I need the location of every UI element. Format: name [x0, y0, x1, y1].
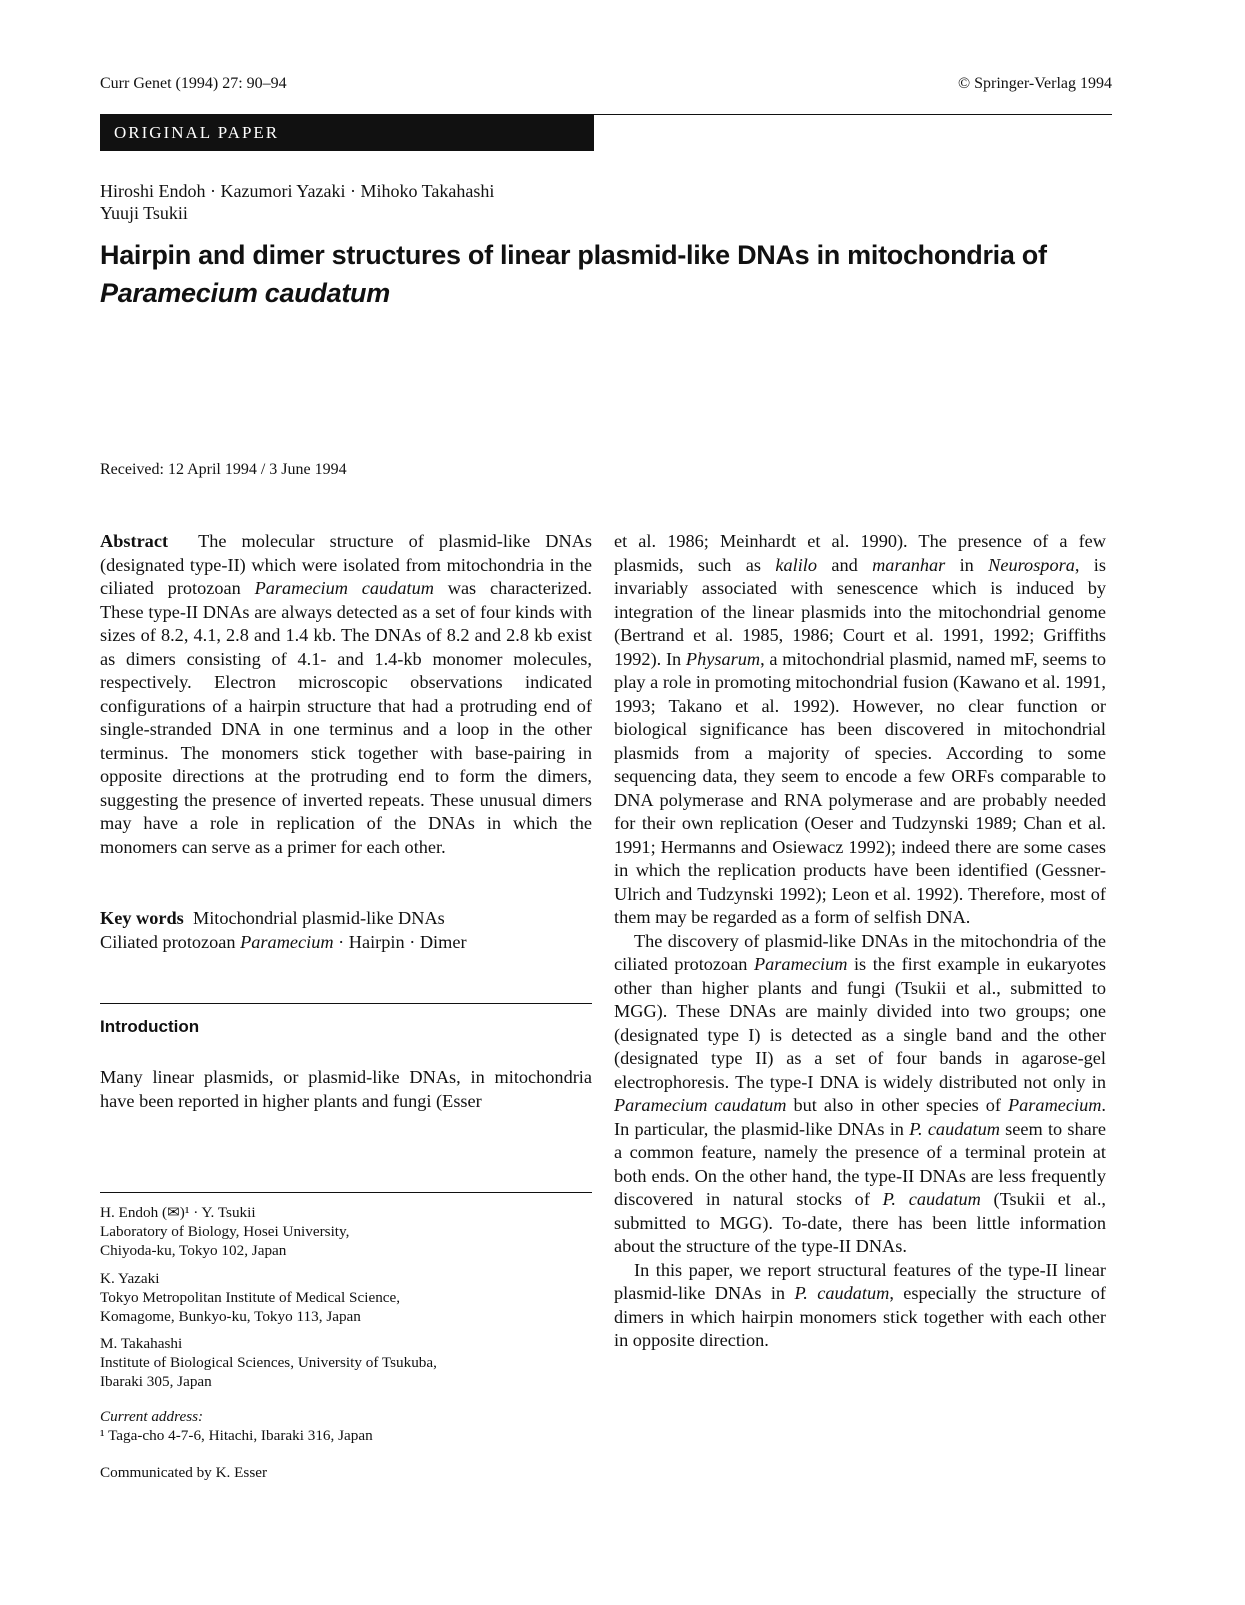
abstract-species: Paramecium caudatum: [254, 578, 434, 598]
body-text: in: [945, 554, 989, 575]
body-italic: P. caudatum: [909, 1118, 1000, 1139]
body-italic: Neurospora: [988, 554, 1075, 575]
section-label: ORIGINAL PAPER: [100, 115, 594, 151]
body-italic: maranhar: [872, 554, 946, 575]
current-address-label: Current address:: [100, 1408, 204, 1425]
body-text: , a mitochondrial plasmid, named mF, seems to play a role in promoting mitochondrial fusion (Kawano et al. 1991, 1993; Takano et al. 1992). However, no clear function or biological significance has been discovered in mitochondrial plasmids from a majority of species. According to some sequencing data, they seem to encode a few ORFs comparable to DNA polymerase and RNA polymerase and are probably needed for their own replication (Oeser and Tudzynski 1989; Chan et al. 1991; Hermanns and Osiewacz 1992); indeed there are some cases in which the replication products have been identified (Gessner-Ulrich and Tudzynski 1992); Leon et al. 1992). Therefore, most of them may be regarded as a form of selfish DNA.: [614, 648, 1107, 927]
affiliation-line: Komagome, Bunkyo-ku, Tokyo 113, Japan: [100, 1308, 361, 1325]
body-italic: Paramecium: [754, 954, 848, 974]
body-italic: Physarum: [685, 648, 761, 669]
body-italic: P. caudatum: [794, 1283, 890, 1303]
title-text: Hairpin and dimer structures of linear plasmid-like DNAs in mitochondria of: [100, 240, 1047, 270]
body-italic: Paramecium caudatum: [614, 1095, 787, 1115]
affiliation-1: [100, 1203, 349, 1260]
body-italic: Paramecium: [1008, 1095, 1102, 1115]
affiliation-names: K. Yazaki: [100, 1270, 160, 1287]
paper-title: [100, 236, 1110, 312]
body-text: but also in other species of: [786, 1095, 1008, 1115]
keywords-text: · Hairpin · Dimer: [333, 931, 467, 952]
keywords-genus: Paramecium: [240, 931, 334, 952]
author-line-1: Hiroshi Endoh · Kazumori Yazaki · Mihoko Takahashi: [100, 181, 495, 201]
affiliation-line: Tokyo Metropolitan Institute of Medical Science,: [100, 1289, 401, 1306]
body-text: (Tsukii et al., submitted to MGG). To-date, there has been little information about the structure of the type-II DNAs.: [614, 1189, 1106, 1256]
communicated-by: Communicated by K. Esser: [100, 1464, 268, 1481]
affiliation-line: Ibaraki 305, Japan: [100, 1373, 212, 1390]
introduction-heading: Introduction: [100, 1017, 200, 1036]
affiliation-names: M. Takahashi: [100, 1335, 183, 1352]
body-text: In this paper, we report structural features of the type-II linear plasmid-like DNAs in: [614, 1259, 1106, 1303]
affiliation-line: Chiyoda-ku, Tokyo 102, Japan: [100, 1242, 287, 1259]
introduction-paragraph: [100, 1066, 592, 1113]
abstract: [100, 530, 592, 859]
abstract-text: was characterized. These type-II DNAs are always detected as a set of four kinds with sizes of 8.2, 4.1, 2.8 and 1.4 kb. The DNAs of 8.2 and 2.8 kb exist as dimers consisting of 4.1- and 1.4-kb monomer molecules, respectively. Electron microscopic observations indicated configurations of a hairpin structure that had a protruding end of single-stranded DNA in one terminus and a loop in the other terminus. The monomers stick together with base-pairing in opposite directions at the protruding end to form the dimers, suggesting the presence of inverted repeats. These unusual dimers may have a role in replication of the DNAs in which the monomers can serve as a primer for each other.: [100, 578, 592, 857]
affiliation-line: Institute of Biological Sciences, University of Tsukuba,: [100, 1354, 437, 1371]
body-text: seem to share a common feature, namely the presence of a terminal protein at both ends. On the other hand, the type-II DNAs are less frequently discovered in natural stocks of: [614, 1118, 1106, 1209]
body-text: et al. 1986; Meinhardt et al. 1990). The presence of a few plasmids, such as: [614, 531, 1106, 575]
keywords: [100, 907, 467, 954]
body-text: is the first example in eukaryotes other than higher plants and fungi (Tsukii et al., submitted to MGG). These DNAs are mainly divided into two groups; one (designated type I) is detected as a single band and the other (designated type II) as a set of four bands in agarose-gel electrophoresis. The type-I DNA is widely distributed not only in: [614, 954, 1106, 1092]
body-text: , especially the structure of dimers in which hairpin monomers stick together with each other in opposite direction.: [614, 1283, 1106, 1350]
right-column: [614, 530, 1106, 1353]
affiliation-3: [100, 1334, 437, 1391]
body-italic: kalilo: [775, 554, 817, 575]
body-italic: P. caudatum: [882, 1189, 981, 1209]
abstract-label: Abstract: [100, 531, 169, 551]
copyright-notice: © Springer-Verlag 1994: [957, 75, 1112, 92]
body-text: and: [817, 554, 873, 575]
introduction-text: Many linear plasmids, or plasmid-like DNAs, in mitochondria have been reported in higher plants and fungi (Esser: [100, 1067, 592, 1111]
affiliation-2: [100, 1269, 400, 1326]
keywords-line-1: Mitochondrial plasmid-like DNAs: [192, 908, 445, 928]
section-rule: [100, 1003, 592, 1004]
journal-reference: Curr Genet (1994) 27: 90–94: [100, 75, 287, 92]
body-paragraph-1: [614, 530, 1106, 930]
body-paragraph-2: [614, 930, 1106, 1259]
keywords-label: Key words: [100, 908, 184, 928]
body-text: , is invariably associated with senescence which is induced by integration of the linear plasmids into the mitochondrial genome (Bertrand et al. 1985, 1986; Court et al. 1991, 1992; Griffiths 1992). In: [614, 554, 1106, 669]
title-species: Paramecium caudatum: [100, 278, 390, 308]
abstract-text: The molecular structure of plasmid-like DNAs (designated type-II) which were isolated from mitochondria in the ciliated protozoan: [100, 531, 592, 598]
current-address-text: ¹ Taga-cho 4-7-6, Hitachi, Ibaraki 316, Japan: [100, 1427, 373, 1444]
author-list: [100, 180, 494, 224]
affiliation-rule: [100, 1192, 592, 1193]
keywords-text: Ciliated protozoan: [100, 931, 241, 952]
affiliation-names: H. Endoh (✉)¹ · Y. Tsukii: [100, 1204, 256, 1221]
current-address: [100, 1407, 373, 1445]
author-line-2: Yuuji Tsukii: [100, 203, 188, 223]
body-paragraph-3: [614, 1259, 1106, 1353]
received-dates: Received: 12 April 1994 / 3 June 1994: [100, 461, 347, 478]
body-text: . In particular, the plasmid-like DNAs in: [614, 1095, 1106, 1139]
body-text: The discovery of plasmid-like DNAs in the mitochondria of the ciliated protozoan: [614, 930, 1106, 974]
affiliation-line: Laboratory of Biology, Hosei University,: [100, 1223, 350, 1240]
